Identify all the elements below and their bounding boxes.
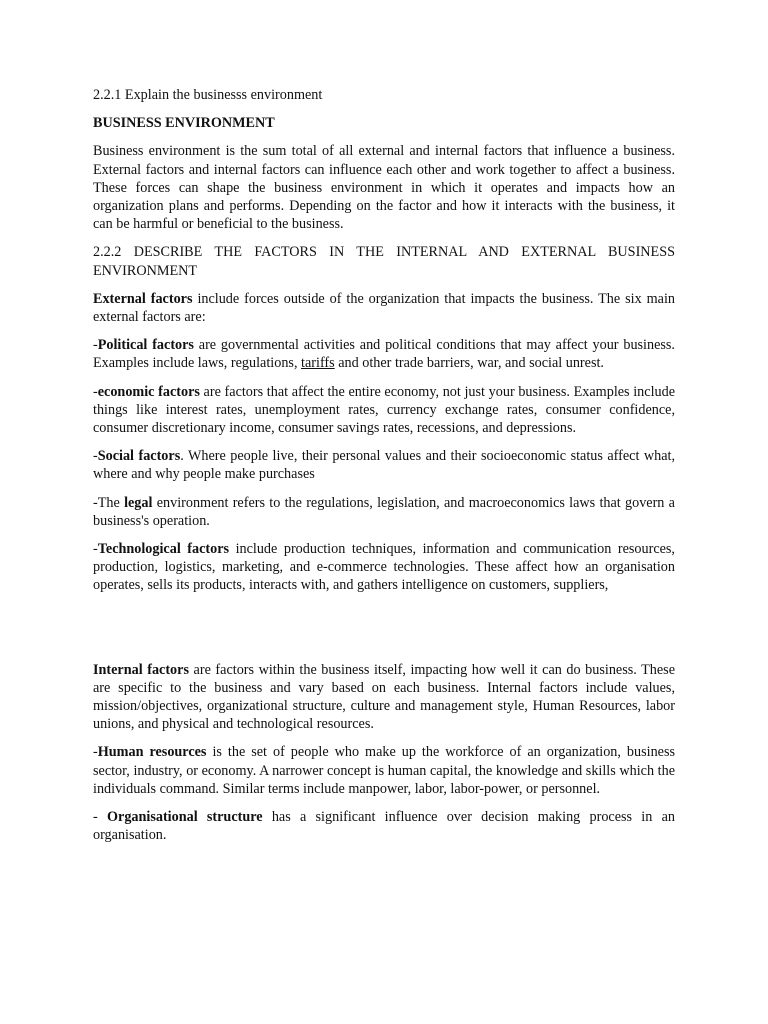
human-resources-text: is the set of people who make up the workforce of an organization, business sector, industry, or economy. A narrower concept is human capital, the knowledge and skills which the individuals command. Similar terms include manpower, labor, labor-power, or personnel. bbox=[93, 744, 676, 797]
political-factors-term: Political factors bbox=[97, 337, 194, 354]
economic-factors-text: are factors that affect the entire economy, not just your business. Examples include things like interest rates, unemployment rates, currency exchange rates, consumer confidence, consumer discretionary income, consumer savings rates, recessions, and depressions. bbox=[93, 383, 675, 437]
political-prefix: - bbox=[93, 337, 98, 354]
social-prefix: - bbox=[93, 448, 98, 465]
blank-space bbox=[93, 605, 675, 661]
economic-prefix: - bbox=[93, 383, 98, 400]
org-structure-prefix: - bbox=[93, 809, 107, 826]
main-heading bbox=[93, 114, 675, 132]
legal-text: environment refers to the regulations, legislation, and macroeconomics laws that govern a business's operation. bbox=[93, 494, 675, 529]
human-resources-paragraph bbox=[93, 743, 675, 798]
human-resources-prefix: - bbox=[93, 744, 98, 761]
economic-factors-term: economic factors bbox=[97, 383, 200, 400]
org-structure-paragraph bbox=[93, 808, 675, 844]
legal-term: legal bbox=[124, 494, 153, 511]
org-structure-text: has a significant influence over decision making process in an organisation. bbox=[93, 809, 675, 844]
section-title: 2.2.1 Explain the businesss environment bbox=[93, 87, 323, 103]
legal-prefix: -The bbox=[93, 494, 125, 511]
tariffs-link[interactable]: tariffs bbox=[301, 355, 335, 372]
technological-factors-term: Technological factors bbox=[97, 541, 230, 558]
economic-factors-paragraph bbox=[93, 383, 675, 438]
intro-paragraph: Business environment is the sum total of all external and internal factors that influence a business. External factors and internal factors can influence each other and work together to affect a business. These forces can shape the business environment in which it operates and impacts how an organization plans and performs. Depending on the factor and how it interacts with the business, it can be harmful or beneficial to the business. bbox=[93, 143, 675, 233]
technological-factors-paragraph bbox=[93, 540, 675, 595]
legal-paragraph bbox=[93, 494, 675, 530]
social-factors-text: . Where people live, their personal values and their socioeconomic status affect what, where and why people make purchases bbox=[93, 448, 675, 483]
org-structure-term: Organisational structure bbox=[106, 809, 263, 826]
social-factors-term: Social factors bbox=[97, 448, 181, 465]
technological-factors-text: include production techniques, information and communication resources, production, logistics, marketing, and e-commerce technologies. These affect how an organisation operates, sells its products, interacts with, and gathers intelligence on customers, suppliers, bbox=[93, 541, 675, 594]
external-factors-term: External factors bbox=[93, 290, 193, 307]
document-page bbox=[93, 86, 675, 855]
external-factors-paragraph bbox=[93, 290, 675, 326]
subsection-title: 2.2.2 DESCRIBE THE FACTORS IN THE INTERNAL AND EXTERNAL BUSINESS ENVIRONMENT bbox=[93, 244, 675, 279]
external-factors-text: include forces outside of the organization that impacts the business. The six main external factors are: bbox=[93, 290, 675, 326]
main-heading-text: BUSINESS ENVIRONMENT bbox=[93, 115, 275, 132]
political-factors-paragraph bbox=[93, 336, 675, 372]
political-text-after-link: and other trade barriers, war, and social unrest. bbox=[334, 355, 604, 372]
political-text-before-link: are governmental activities and political conditions that may affect your business. Examples include laws, regulations, bbox=[93, 337, 675, 372]
human-resources-term: Human resources bbox=[97, 744, 207, 761]
internal-factors-paragraph bbox=[93, 661, 675, 734]
technological-prefix: - bbox=[93, 541, 98, 558]
social-factors-paragraph bbox=[93, 447, 675, 483]
internal-factors-term: Internal factors bbox=[93, 661, 189, 678]
internal-factors-text: are factors within the business itself, impacting how well it can do business. These are specific to the business and vary based on each business. Internal factors include values, mission/objectives, organizational structure, culture and management style, Human Resources, labor unions, and physical and technological resources. bbox=[93, 661, 675, 733]
